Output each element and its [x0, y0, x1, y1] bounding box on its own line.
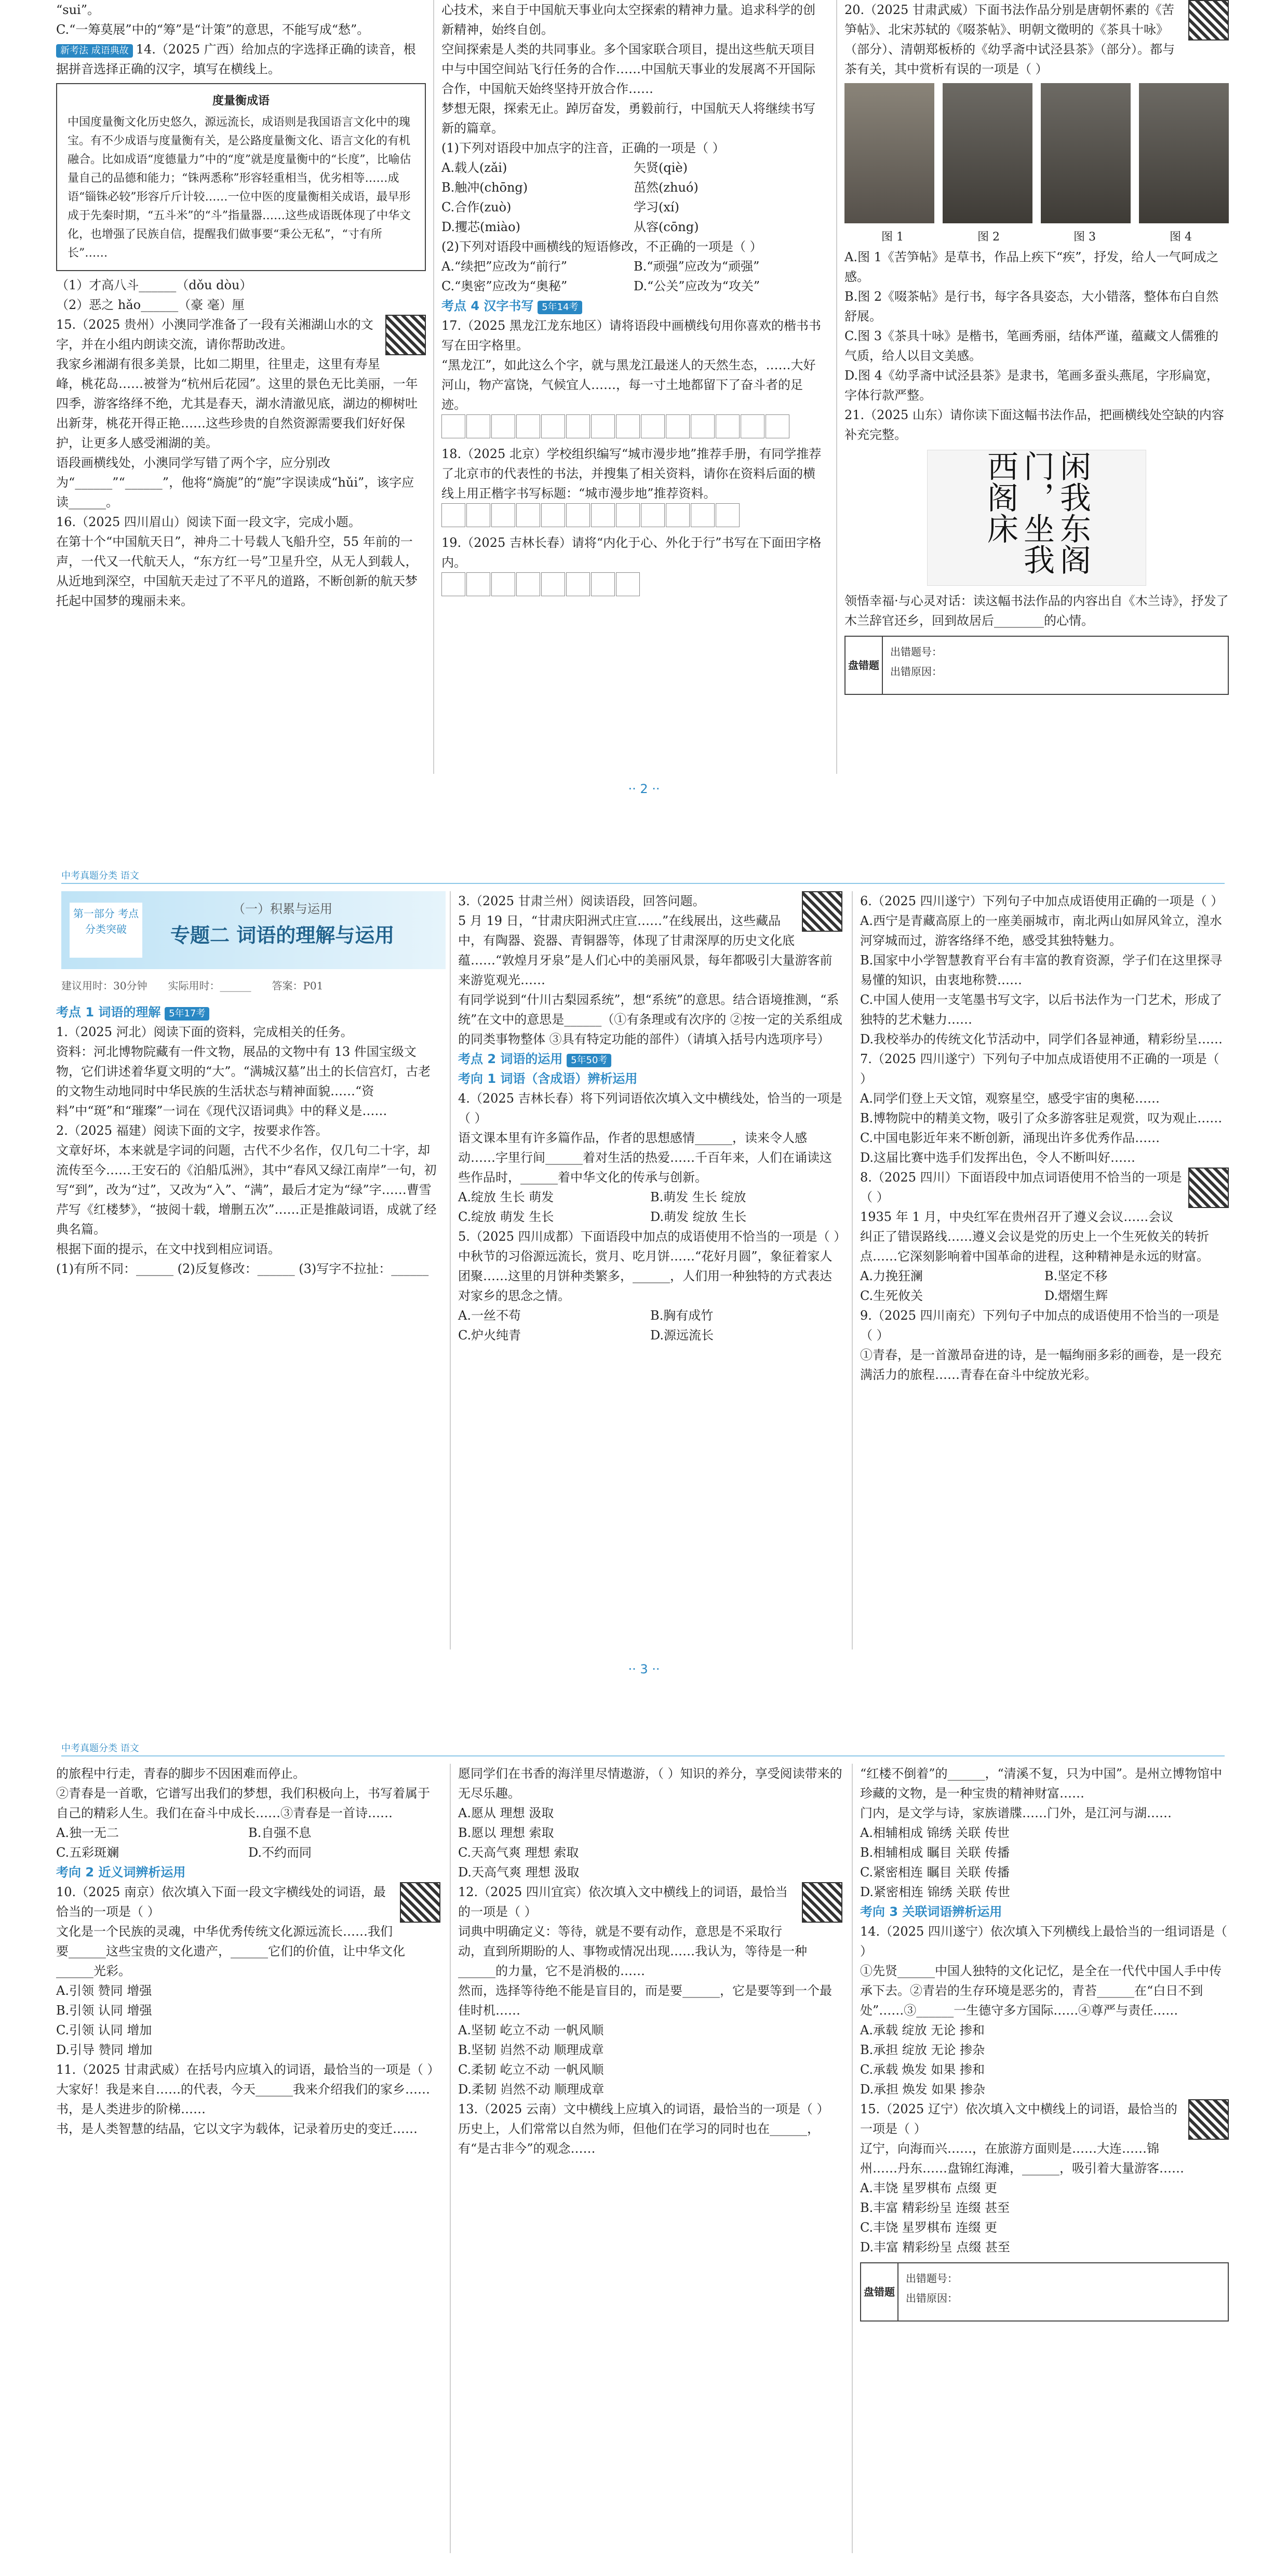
- question-text: ①青春，是一首激昂奋进的诗，是一幅绚丽多彩的画卷，是一段充满活力的旅程……青春在奋斗中绽放光彩。: [860, 1348, 1222, 1382]
- option[interactable]: D.“公关”应改为“攻关”: [634, 279, 760, 293]
- question-text: “黑龙江”，如此这么个字，就与黑龙江最迷人的天然生态，……大好河山，物产富饶，气候宜人……，每一寸土地都留下了奋斗者的足迹。: [441, 358, 816, 412]
- column-divider: [433, 0, 434, 774]
- question-text: 中秋节的习俗源远流长，赏月、吃月饼……“花好月圆”，象征着家人团聚……这里的月饼种类繁多，______，人们用一种独特的方式表达对家乡的思念之情。: [458, 1249, 833, 1303]
- question-text: 然而，选择等待绝不能是盲目的，而是要______，它是要等到一个最佳时机……: [458, 1983, 832, 2018]
- writing-grid[interactable]: [441, 503, 741, 533]
- option[interactable]: A.独一无二: [56, 1826, 119, 1840]
- option[interactable]: C.绽放 萌发 生长: [458, 1210, 554, 1224]
- question-12: 12.（2025 四川宜宾）依次填入文中横线上的词语，最恰当的一项是（ ）: [458, 1882, 842, 1922]
- option[interactable]: D.这届比赛中选手们发挥出色，令人不断叫好……: [860, 1150, 1136, 1165]
- option[interactable]: D.紧密相连 锦绣 关联 传世: [860, 1885, 1010, 1899]
- text-line: 空间探索是人类的共同事业。多个国家联合项目，提出这些航天项目中与中国空间站飞行任务的合作……中国航天事业的发展离不开国际合作，中国航天始终坚持开放合作……: [441, 42, 815, 96]
- option[interactable]: B.自强不息: [248, 1826, 312, 1840]
- option[interactable]: B.承担 绽放 无论 掺杂: [860, 2043, 985, 2057]
- question-text: 大家好！我是来自……的代表，今天______我来介绍我们的家乡……书，是人类进步的阶梯……: [56, 2082, 430, 2116]
- option[interactable]: D.不约而同: [248, 1845, 312, 1860]
- question-text: ①先贤______中国人独特的文化记忆，是全在一代代中国人手中传承下去。②青岩的生存环境是恶劣的，青苔______在“白日不到处”……③______一生德守多方国际……④尊严与责任……: [860, 1964, 1222, 2018]
- option[interactable]: 茁然(zhuó): [634, 180, 699, 195]
- sub-question-2: (2)下列对语段中画横线的短语修改，不正确的一项是（ ）: [441, 239, 762, 254]
- page-number: ·· 2 ··: [628, 782, 660, 796]
- question-text: 辽宁，向海而兴……，在旅游方面则是……大连……锦州……丹东……盘锦红海滩，______，吸引着大量游客……: [860, 2141, 1184, 2176]
- option[interactable]: B.触冲(chōng): [441, 180, 528, 195]
- option[interactable]: B.萌发 生长 绽放: [650, 1190, 746, 1204]
- mistake-box: 盘错题 出错题号： 出错原因：: [860, 2262, 1229, 2322]
- question-text: 1935 年 1 月，中央红军在贵州召开了遵义会议……会议纠正了错误路线……遵义会议是党的历史上一个生死攸关的转折点……它深刻影响着中国革命的进程，这种精神是永远的财富。: [860, 1210, 1209, 1264]
- text-line: “sui”。: [56, 3, 100, 17]
- page1-column-3: [844, 0, 1229, 695]
- reading-box: [56, 83, 426, 271]
- page1-column-2: [441, 0, 826, 602]
- options: [458, 1187, 842, 1227]
- option[interactable]: C.“奥密”应改为“奥秘”: [441, 279, 568, 293]
- option[interactable]: A.丰饶 星罗棋布 点缀 更: [860, 2181, 997, 2195]
- box-text: 中国度量衡文化历史悠久，源远流长，成语则是我国语言文化中的瑰宝。有不少成语与度量衡有关，是公路度量衡文化、语言文化的有机融合。比如成语“度德量力”中的“度”就是度量衡中的“长度”，比喻估量自己的品德和能力；“铢两悉称”形容轻重相当，优劣相等……成语“锱铢必较”形容斤斤计较……一位中医的度量衡相关成语，最早形成于先秦时期，“五斗米”的“斗”指量器……这些成语既体现了中华文化，也增强了民族自信，提醒我们做事要“秉公无私”，“寸有所长”……: [68, 116, 411, 260]
- qr-code-icon[interactable]: [1188, 1168, 1229, 1208]
- option[interactable]: D.天高气爽 理想 汲取: [458, 1865, 580, 1880]
- column-divider: [836, 0, 837, 774]
- sub-question-1: (1)下列对语段中加点字的注音，正确的一项是（ ）: [441, 141, 725, 155]
- option[interactable]: C.生死攸关: [860, 1289, 923, 1303]
- column-divider: [450, 1764, 451, 2553]
- page-number: ·· 3 ··: [628, 1662, 660, 1676]
- part-badge: 第一部分 考点分类突破: [70, 903, 142, 958]
- option[interactable]: D.引导 赞同 增加: [56, 2043, 153, 2057]
- image-labels: 图 1 图 2 图 3 图 4: [881, 231, 1192, 244]
- option[interactable]: A.“续把”应改为“前行”: [441, 259, 568, 274]
- option[interactable]: A.绽放 生长 萌发: [458, 1190, 554, 1204]
- question-text: 根据下面的提示，在文中找到相应词语。: [56, 1242, 280, 1256]
- option[interactable]: A.相辅相成 锦绣 关联 传世: [860, 1826, 1010, 1840]
- question-3: 3.（2025 甘肃兰州）阅读语段，回答问题。: [458, 891, 842, 911]
- option[interactable]: D.柔韧 岿然不动 顺理成章: [458, 2082, 605, 2097]
- question-14: 新考法 成语典故 14.（2025 广西）给加点的字选择正确的读音，根据拼音选择正确的汉字，填写在横线上。: [56, 42, 416, 76]
- qr-code-icon[interactable]: [1188, 0, 1229, 41]
- question-16: 16.（2025 四川眉山）阅读下面一段文字，完成小题。: [56, 515, 361, 529]
- option[interactable]: C.天高气爽 理想 索取: [458, 1845, 579, 1860]
- option[interactable]: D.攫芯(miào): [441, 220, 520, 234]
- question-text: 我家乡湘湖有很多美景，比如二期里，往里走，这里有寿星峰，桃花岛……被誉为“杭州后花园”。这里的景色无比美丽，一年四季，游客络绎不绝，尤其是春天，湖水清澈见底，湖边的柳树吐出新芽，桃花开得正艳……这些珍贵的自然资源需要我们好好保护，让更多人感受湘湖的美。: [56, 357, 418, 450]
- question-11: 11.（2025 甘肃武威）在括号内应填入的词语，最恰当的一项是（ ）: [56, 2062, 440, 2077]
- question-5: 5.（2025 四川成都）下面语段中加点的成语使用不恰当的一项是（ ）: [458, 1229, 847, 1244]
- new-method-tag: 新考法 成语典故: [56, 44, 133, 58]
- question-15: 15.（2025 辽宁）依次填入文中横线上的词语，最恰当的一项是（ ）: [860, 2099, 1229, 2139]
- question-9: 9.（2025 四川南充）下列句子中加点的成语使用不恰当的一项是（ ）: [860, 1308, 1219, 1343]
- question-4: 4.（2025 吉林长春）将下列词语依次填入文中横线处，恰当的一项是（ ）: [458, 1091, 842, 1125]
- header-rule: [61, 883, 1225, 884]
- page2-column-1: [56, 1002, 440, 1279]
- question-text: 资料：河北博物院藏有一件文物，展品的文物中有 13 件国宝级文物，它们讲述着华夏文明的“大”。“满城汉墓”出土的长信宫灯，古老的文物生动地同时中华民族的生活状态与精神面貌……“资料”中“斑”和“璀璨”一词在《现代汉语词典》中的释义是……: [56, 1044, 431, 1118]
- text-line: 的旅程中行走，青春的脚步不因困难而停止。: [56, 1766, 305, 1781]
- mistake-label: 盘错题: [861, 2263, 898, 2320]
- question-text: 领悟幸福·与心灵对话：读这幅书法作品的内容出自《木兰诗》，抒发了木兰辞官还乡，回到故居后________的心情。: [844, 594, 1229, 628]
- subsection-heading: 考向 1 词语（含成语）辨析运用: [458, 1071, 638, 1086]
- option[interactable]: C.引领 认同 增加: [56, 2023, 152, 2037]
- option[interactable]: A.载人(zǎi): [441, 160, 507, 175]
- option[interactable]: C.五彩斑斓: [56, 1845, 119, 1860]
- question-13: 13.（2025 云南）文中横线上应填入的词语，最恰当的一项是（ ）: [458, 2102, 829, 2116]
- option[interactable]: A.坚韧 屹立不动 一帆风顺: [458, 2023, 604, 2037]
- question-text: 有同学说到“什川古梨园系统”，想“系统”的意思。结合语境推测，“系统”在文中的意思是______（①有条理或有次序的 ②按一定的关系组成的同类事物整体 ③具有特定功能的部件）（请填入括号内选项序号）: [458, 992, 842, 1046]
- time-meta: 建议用时：30分钟 实际用时：______ 答案：P01: [61, 980, 324, 992]
- qr-code-icon[interactable]: [802, 1882, 842, 1923]
- text-line: 梦想无限，探索无止。踔厉奋发，勇毅前行，中国航天人将继续书写新的篇章。: [441, 101, 815, 136]
- page3-column-1: [56, 1764, 440, 2139]
- question-text: 历史上，人们常常以自然为师，但他们在学习的同时也在______，有“是古非今”的观念……: [458, 2122, 820, 2156]
- question-7: 7.（2025 四川遂宁）下列句子中加点成语使用不正确的一项是（ ）: [860, 1052, 1219, 1086]
- option[interactable]: A.引领 赞同 增强: [56, 1983, 152, 1998]
- option[interactable]: D.丰富 精彩纷呈 点缀 甚至: [860, 2240, 1010, 2255]
- qr-code-icon[interactable]: [802, 891, 842, 932]
- page1-column-1: [56, 0, 426, 611]
- qr-code-icon[interactable]: [385, 315, 426, 355]
- running-header: 中考真题分类 语文: [61, 1743, 139, 1754]
- option[interactable]: C.合作(zuò): [441, 200, 512, 214]
- column-divider: [852, 1764, 853, 2553]
- option[interactable]: B.博物院中的精美文物，吸引了众多游客驻足观赏，叹为观止……: [860, 1111, 1223, 1125]
- page3-column-2: [458, 1764, 842, 2158]
- writing-grid[interactable]: [441, 414, 790, 444]
- page2-column-3: [860, 891, 1229, 1385]
- question-text: 语文课本里有许多篇作品，作者的思想感情______，读来令人感动……字里行间______着对生活的热爱……千百年来，人们在诵读这些作品时，______着中华文化的传承与创新。: [458, 1131, 832, 1185]
- writing-grid[interactable]: [441, 572, 641, 602]
- option[interactable]: B.相辅相成 瞩目 关联 传播: [860, 1845, 1010, 1860]
- question-text: 5 月 19 日，“甘肃庆阳洲式庄宣……”在线展出，这些藏品中，有陶器、瓷器、青铜器等，体现了甘肃深厚的历史文化底蕴……“敦煌月牙泉”是人们心中的美丽风景，每年都吸引大量游客前来游览观光……: [458, 914, 833, 987]
- question-17: 17.（2025 黑龙江龙东地区）请将语段中画横线句用你喜欢的楷书书写在田字格里。: [441, 318, 821, 353]
- option[interactable]: A.一丝不苟: [458, 1308, 521, 1323]
- option[interactable]: B.坚定不移: [1044, 1269, 1108, 1283]
- option[interactable]: D.我校举办的传统文化节活动中，同学们各显神通，精彩纷呈……: [860, 1032, 1223, 1046]
- option[interactable]: A.愿从 理想 汲取: [458, 1806, 554, 1820]
- text-line: 愿同学们在书香的海洋里尽情遨游，（ ）知识的养分，享受阅读带来的无尽乐趣。: [458, 1766, 842, 1801]
- question-text: 语段画横线处，小澳同学写错了两个字，应分别改为“______”“______”，他将“旖旎”的“旎”字误读成“hǔi”，该字应读______。: [56, 455, 414, 509]
- question-19: 19.（2025 吉林长春）请将“内化于心、外化于行”书写在下面田字格内。: [441, 535, 822, 570]
- option[interactable]: 从容(cōng): [634, 220, 699, 234]
- qr-code-icon[interactable]: [400, 1882, 440, 1923]
- option[interactable]: C.中国电影近年来不断创新，涌现出许多优秀作品……: [860, 1131, 1160, 1145]
- option[interactable]: C.炉火纯青: [458, 1328, 521, 1343]
- option[interactable]: B.引领 认同 增强: [56, 2003, 152, 2018]
- options: [56, 1823, 440, 1862]
- question-2: 2.（2025 福建）阅读下面的文字，按要求作答。: [56, 1123, 328, 1138]
- question-18: 18.（2025 北京）学校组织编写“城市漫步地”推荐手册，有同学推荐了北京市的代表性的书法，并搜集了相关资料，请你在资料后面的横线上用正楷字书写标题：“城市漫步地”推荐资料。: [441, 447, 822, 501]
- page3-column-3: [860, 1764, 1229, 2322]
- running-header: 中考真题分类 语文: [61, 870, 139, 881]
- question-6: 6.（2025 四川遂宁）下列句子中加点成语使用正确的一项是（ ）: [860, 894, 1224, 908]
- question-text: 书，是人类智慧的结晶，它以文字为载体，记录着历史的变迁……: [56, 2122, 418, 2136]
- text-line: 门内，是文学与诗，家族谱牒……门外，是江河与湖……: [860, 1806, 1172, 1820]
- option[interactable]: C.中国人使用一支笔墨书写文字，以后书法作为一门艺术，形成了独特的艺术魅力……: [860, 992, 1223, 1027]
- page-3: [0, 1735, 1288, 2576]
- text-line: C.“一筹莫展”中的“筹”是“计策”的意思，不能写成“愁”。: [56, 22, 370, 37]
- option[interactable]: B.丰富 精彩纷呈 连缀 甚至: [860, 2201, 1010, 2215]
- header-rule: [61, 1755, 1225, 1756]
- option[interactable]: 学习(xí): [634, 200, 679, 214]
- option[interactable]: B.图 2《啜茶帖》是行书，每字各具姿态，大小错落，整体布白自然舒展。: [844, 289, 1219, 324]
- options: [441, 158, 826, 237]
- subsection-heading: 考向 2 近义词辨析运用: [56, 1865, 186, 1880]
- answer-line: （1）才高八斗______（dǒu dòu）: [56, 278, 252, 292]
- question-text: 在第十个“中国航天日”，神舟二十号载人飞船升空，55 年前的一声，一代又一代航天人，“东方红一号”卫星升空，从无人到载人，从近地到深空，中国航天走过了不平凡的道路，不断创新的航天梦托起中国梦的瑰丽未来。: [56, 534, 418, 608]
- option[interactable]: D.图 4《幼孚斋中试泾县茶》是隶书，笔画多蚕头燕尾，字形扁宽，字体行款严整。: [844, 368, 1219, 403]
- topic-subtitle: （一）积累与运用: [233, 902, 332, 916]
- qr-code-icon[interactable]: [1188, 2099, 1229, 2140]
- question-8: 8.（2025 四川）下面语段中加点词语使用不恰当的一项是（ ）: [860, 1168, 1229, 1207]
- page-2: [0, 862, 1288, 1703]
- option[interactable]: C.承载 焕发 如果 掺和: [860, 2062, 985, 2077]
- question-1: 1.（2025 河北）阅读下面的资料，完成相关的任务。: [56, 1025, 353, 1039]
- question-10: 10.（2025 南京）依次填入下面一段文字横线处的词语，最恰当的一项是（ ）: [56, 1882, 440, 1922]
- section-heading: 考点 2 词语的运用 5年50考: [458, 1049, 842, 1069]
- option[interactable]: A.西宁是青藏高原上的一座美丽城市，南北两山如屏风耸立，湟水河穿城而过，游客络绎不绝，感受其独特魅力。: [860, 914, 1222, 948]
- options: [458, 1306, 842, 1345]
- calligraphy-work: 闲我东阁门，坐我西阁床: [927, 450, 1146, 586]
- question-15: 15.（2025 贵州）小澳同学准备了一段有关湘湖山水的文字，并在小组内朗读交流，请你帮助改进。: [56, 315, 426, 354]
- page2-column-2: [458, 891, 847, 1345]
- section-heading: 考点 4 汉字书写 5年14考: [441, 296, 826, 316]
- options: [860, 1266, 1229, 1306]
- option[interactable]: C.紧密相连 瞩目 关联 传播: [860, 1865, 1010, 1880]
- option[interactable]: C.丰饶 星罗棋布 连缀 更: [860, 2220, 998, 2235]
- question-text: 词典中明确定义：等待，就是不要有动作，意思是不采取行动，直到所期盼的人、事物或情况出现……我认为，等待是一种______的力量，它不是消极的……: [458, 1924, 807, 1978]
- topic-banner: [61, 891, 446, 969]
- question-21: 21.（2025 山东）请你读下面这幅书法作品，把画横线处空缺的内容补充完整。: [844, 408, 1224, 442]
- calligraphy-image-3: [1041, 83, 1131, 223]
- box-title: 度量衡成语: [212, 94, 270, 108]
- option[interactable]: D.熠熠生辉: [1044, 1289, 1108, 1303]
- calligraphy-image-2: [943, 83, 1032, 223]
- option[interactable]: A.力挽狂澜: [860, 1269, 923, 1283]
- option[interactable]: B.“顽强”应改为“顽强”: [634, 259, 760, 274]
- section-heading: 考点 1 词语的理解 5年17考: [56, 1002, 440, 1022]
- option[interactable]: C.图 3《茶具十咏》是楷书，笔画秀丽，结体严谨，蕴藏文人儒雅的气质，给人以目文美感。: [844, 329, 1219, 363]
- option[interactable]: D.萌发 绽放 生长: [650, 1210, 747, 1224]
- question-20: 20.（2025 甘肃武威）下面书法作品分别是唐朝怀素的《苦笋帖》、北宋苏轼的《啜茶帖》、明朝文徵明的《茶具十咏》（部分）、清朝郑板桥的《幼孚斋中试泾县茶》（部分）。都与茶有关，其中赏析有误的一项是（ ）: [844, 0, 1229, 79]
- mistake-label: 盘错题: [846, 637, 883, 694]
- column-divider: [852, 891, 853, 1649]
- option[interactable]: B.国家中小学智慧教育平台有丰富的教育资源，学子们在这里探寻易懂的知识，由衷地称赞……: [860, 953, 1223, 987]
- option[interactable]: C.柔韧 屹立不动 一帆风顺: [458, 2062, 604, 2077]
- calligraphy-images: [844, 83, 1229, 223]
- calligraphy-image-1: [844, 83, 934, 223]
- column-divider: [450, 891, 451, 1649]
- mistake-box: 盘错题 出错题号： 出错原因：: [844, 636, 1229, 695]
- question-text: 文章好坏，本来就是字词的问题，古代不少名作，仅几句二十字，却流传至今……王安石的《泊船瓜洲》，其中“春风又绿江南岸”一句，初写“到”，改为“过”，又改为“入”、“满”，最后才定为“绿”字……曹雪芹写《红楼梦》，“披阅十载，增删五次”……正是推敲词语，成就了经典名篇。: [56, 1143, 437, 1237]
- option[interactable]: A.同学们登上天文馆，观察星空，感受宇宙的奥秘……: [860, 1091, 1160, 1106]
- text-line: 心技术，来自于中国航天事业向太空探索的精神力量。追求科学的创新精神，始终自创。: [441, 3, 815, 37]
- option[interactable]: B.胸有成竹: [650, 1308, 714, 1323]
- option[interactable]: B.愿以 理想 索取: [458, 1826, 554, 1840]
- option[interactable]: A.图 1《苦笋帖》是草书，作品上疾下“疾”，抒发，给人一气呵成之感。: [844, 250, 1219, 284]
- fill-line[interactable]: (1)有所不同：______ (2)反复修改：______ (3)写字不拉扯：______: [56, 1262, 429, 1276]
- text-line: ②青春是一首歌，它谱写出我们的梦想，我们积极向上，书写着属于自己的精彩人生。我们在奋斗中成长……③青春是一首诗……: [56, 1786, 430, 1820]
- question-14: 14.（2025 四川遂宁）依次填入下列横线上最恰当的一组词语是（ ）: [860, 1924, 1227, 1958]
- subsection-heading: 考向 3 关联词语辨析运用: [860, 1904, 1002, 1919]
- option[interactable]: D.承担 焕发 如果 掺杂: [860, 2082, 985, 2097]
- option[interactable]: 矢贤(qiè): [634, 160, 688, 175]
- option[interactable]: A.承载 绽放 无论 掺和: [860, 2023, 985, 2037]
- topic-title: 专题二 词语的理解与运用: [170, 923, 395, 947]
- option[interactable]: B.坚韧 岿然不动 顺理成章: [458, 2043, 604, 2057]
- text-line: “红楼不倒着”的______，“清溪不复，只为中国”。是州立博物馆中珍藏的文物，是一种宝贵的精神财富……: [860, 1766, 1223, 1801]
- answer-line: （2）恶之 hǎo______（豪 毫）厘: [56, 298, 245, 312]
- options: [441, 257, 826, 296]
- question-text: 文化是一个民族的灵魂，中华优秀传统文化源远流长……我们要______这些宝贵的文化遗产，______它们的价值，让中华文化______光彩。: [56, 1924, 405, 1978]
- page-1: [0, 0, 1288, 831]
- calligraphy-image-4: [1139, 83, 1229, 223]
- option[interactable]: D.源远流长: [650, 1328, 714, 1343]
